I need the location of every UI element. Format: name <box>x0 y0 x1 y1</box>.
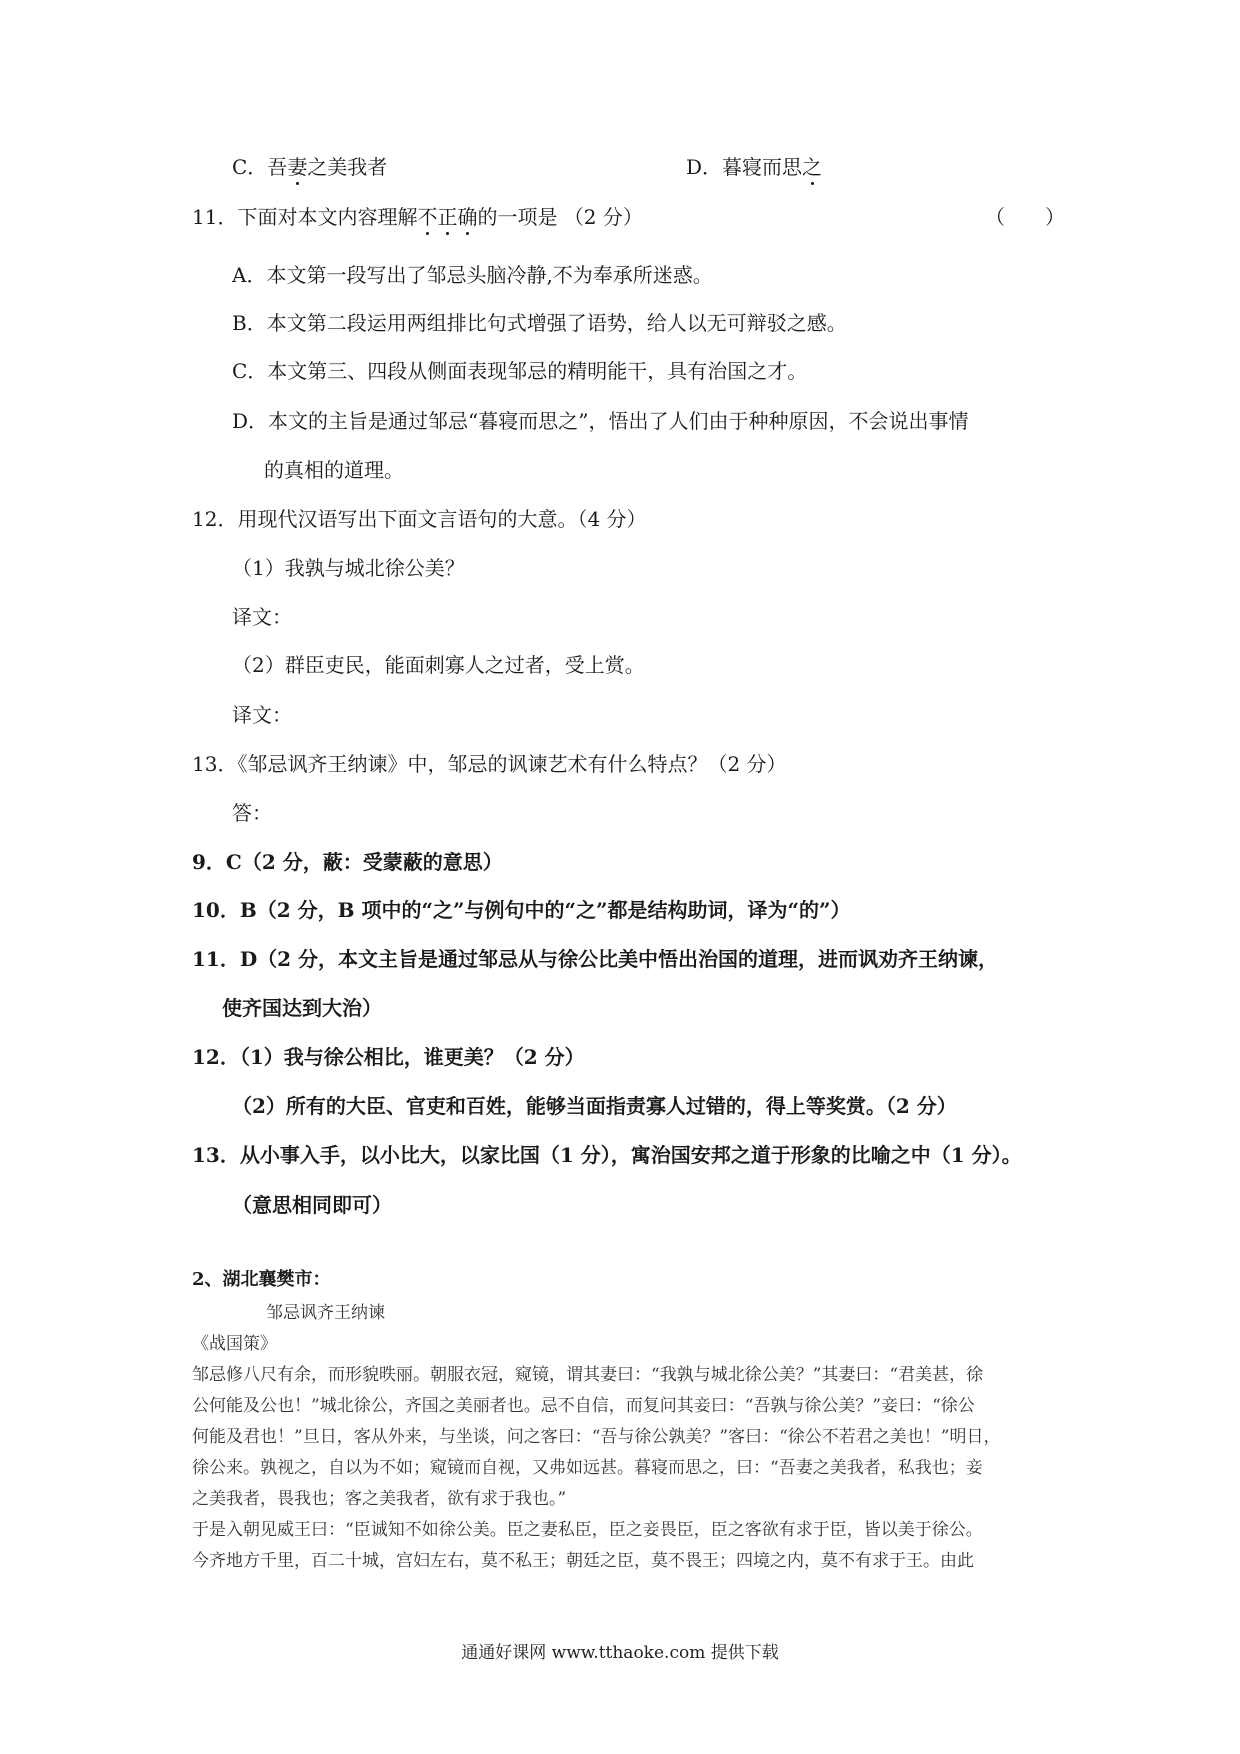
passage-line-7: 今齐地方千里，百二十城，宫妇左右，莫不私王；朝廷之臣，莫不畏王；四境之内，莫不有求于王。由此 <box>192 1551 974 1571</box>
q12-sentence-2: （2）群臣吏民，能面刺寡人之过者，受上赏。 <box>232 653 645 677</box>
answer-12-line2: （2）所有的大臣、官吏和百姓，能够当面指责寡人过错的，得上等奖赏。（2 分） <box>232 1094 957 1118</box>
q11-title <box>192 205 643 229</box>
q11-suffix: 的一项是 （2 分） <box>477 205 643 229</box>
q11-dotted-char-2: 正 <box>437 205 458 229</box>
answer-12-line1: 12．（1）我与徐公相比，谁更美？（2 分） <box>192 1045 585 1069</box>
passage-line-2: 公何能及公也！”城北徐公，齐国之美丽者也。忌不自信，而复问其妾曰：“吾孰与徐公美？”妾曰：“徐公 <box>192 1396 975 1416</box>
q13-title: 13．《邹忌讽齐王纳谏》中，邹忌的讽谏艺术有什么特点？（2 分） <box>192 752 787 776</box>
q12-title: 12．用现代汉语写出下面文言语句的大意。（4 分） <box>192 507 647 531</box>
q12-translation-label-2: 译文： <box>232 703 292 727</box>
option-d-dotted-char: 之 <box>802 155 823 179</box>
option-c <box>232 155 387 179</box>
q12-translation-label-1: 译文： <box>232 605 292 629</box>
passage-title: 邹忌讽齐王纳谏 <box>266 1303 385 1323</box>
q11-option-c: C．本文第三、四段从侧面表现邹忌的精明能干，具有治国之才。 <box>232 359 808 383</box>
q11-option-a: A．本文第一段写出了邹忌头脑冷静,不为奉承所迷惑。 <box>232 263 713 287</box>
q11-prefix: 11．下面对本文内容理解 <box>192 205 418 229</box>
option-c-text-1: C．吾 <box>232 155 288 179</box>
passage-line-6: 于是入朝见威王曰：“臣诚知不如徐公美。臣之妻私臣，臣之妾畏臣，臣之客欲有求于臣，皆以美于徐公。 <box>192 1520 983 1540</box>
option-d <box>686 155 822 179</box>
section-2-heading: 2、湖北襄樊市： <box>192 1269 331 1290</box>
answer-9: 9．C（2 分，蔽：受蒙蔽的意思） <box>192 850 503 874</box>
q11-option-d-line1: D．本文的主旨是通过邹忌“暮寝而思之”，悟出了人们由于种种原因，不会说出事情 <box>232 409 969 433</box>
passage-line-1: 邹忌修八尺有余，而形貌昳丽。朝服衣冠，窥镜，谓其妻曰：“我孰与城北徐公美？”其妻曰：“君美甚，徐 <box>192 1365 984 1385</box>
answer-13-line1: 13．从小事入手，以小比大，以家比国（1 分），寓治国安邦之道于形象的比喻之中（1 分）。 <box>192 1143 1022 1167</box>
passage-line-4: 徐公来。孰视之，自以为不如；窥镜而自视，又弗如远甚。暮寝而思之，曰：“吾妻之美我者，私我也；妾 <box>192 1458 983 1478</box>
q11-dotted-char-1: 不 <box>417 205 438 229</box>
answer-13-line2: （意思相同即可） <box>232 1193 392 1217</box>
q11-answer-paren: （ ） <box>985 205 1065 229</box>
q11-option-d-line2: 的真相的道理。 <box>264 458 404 482</box>
q11-dotted-char-3: 确 <box>457 205 478 229</box>
passage-line-3: 何能及君也！”旦日，客从外来，与坐谈，问之客曰：“吾与徐公孰美？”客曰：“徐公不若君之美也！”明日， <box>192 1427 1001 1447</box>
answer-11-line2: 使齐国达到大治） <box>222 996 382 1020</box>
passage-line-5: 之美我者，畏我也；客之美我者，欲有求于我也。” <box>192 1489 567 1509</box>
option-d-text: D．暮寝而思 <box>686 155 803 179</box>
answer-10: 10．B（2 分，B 项中的“之”与例句中的“之”都是结构助词，译为“的”） <box>192 898 851 922</box>
passage-source: 《战国策》 <box>192 1334 277 1354</box>
page-footer: 通通好课网 www.tthaoke.com 提供下载 <box>461 1643 779 1663</box>
option-c-dotted-char: 妻 <box>287 155 308 179</box>
q12-sentence-1: （1）我孰与城北徐公美？ <box>232 556 465 580</box>
q11-option-b: B．本文第二段运用两组排比句式增强了语势，给人以无可辩驳之感。 <box>232 311 847 335</box>
q13-answer-label: 答： <box>232 801 272 825</box>
answer-11-line1: 11．D（2 分，本文主旨是通过邹忌从与徐公比美中悟出治国的道理，进而讽劝齐王纳谏， <box>192 947 999 971</box>
option-c-text-2: 之美我者 <box>307 155 388 179</box>
